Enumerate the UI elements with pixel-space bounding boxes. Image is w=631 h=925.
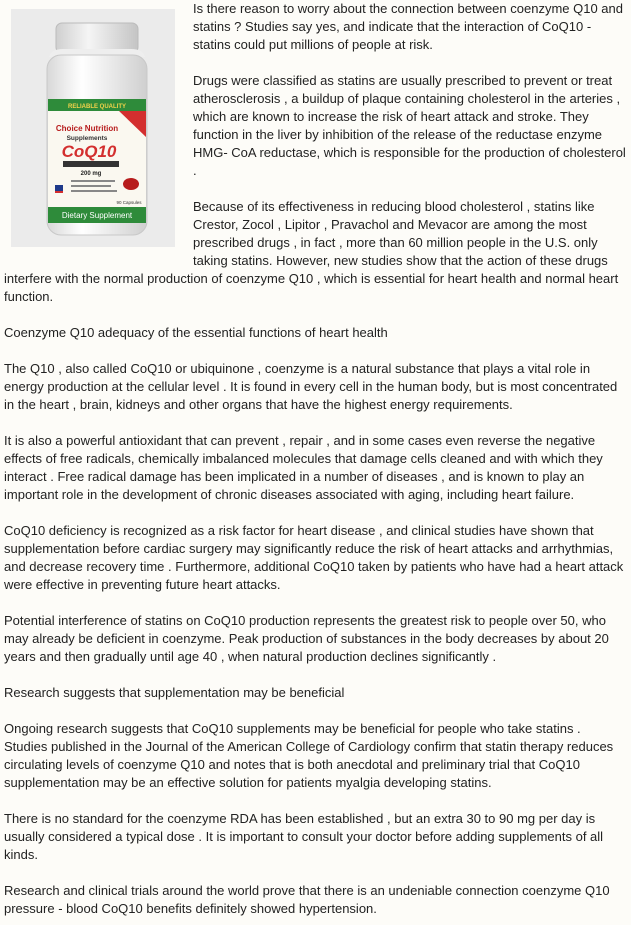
paragraph-intro: Is there reason to worry about the connection between coenzyme Q10 and statins ? Studies say yes, and indicate that the interaction of CoQ10 - statins could put millions of people at risk.	[193, 1, 623, 52]
paragraph-statins-effectiveness: Because of its effectiveness in reducing blood cholesterol , statins like Crestor, Zocol , Lipitor , Pravachol and Mevacor are among the most prescribed drugs , in fact , more than 60 million people in the U.S. only taking statins. However, new studies show that the action of these drugs interfere with the normal production of coenzyme Q10 , which is essential for heart health and normal heart function.	[4, 199, 619, 304]
subheading-research: Research suggests that supplementation may be beneficial	[4, 685, 345, 700]
svg-text:Dietary Supplement: Dietary Supplement	[61, 211, 133, 220]
paragraph-conclusion: Research and clinical trials around the world prove that there is an undeniable connection coenzyme Q10 pressure - blood CoQ10 benefits definitely showed hypertension.	[4, 883, 610, 916]
paragraph-dosage: There is no standard for the coenzyme RDA has been established , but an extra 30 to 90 mg per day is usually considered a typical dose . It is important to consult your doctor before adding supplements of all kinds.	[4, 811, 604, 862]
paragraph-deficiency: CoQ10 deficiency is recognized as a risk factor for heart disease , and clinical studies have shown that supplementation before cardiac surgery may significantly reduce the risk of heart attacks and arrhythmias, and decrease recovery time . Furthermore, additional CoQ10 taken by patients who have had a heart attack were effective in preventing future heart attacks.	[4, 523, 624, 592]
paragraph-antioxidant: It is also a powerful antioxidant that can prevent , repair , and in some cases even reverse the negative effects of free radicals, chemically imbalanced molecules that damage cells cleaned and with which they interact . Free radical damage has been implicated in a number of diseases , and is known to play an important role in the development of chronic diseases associated with aging, including heart failure.	[4, 433, 603, 502]
paragraph-ongoing-research: Ongoing research suggests that CoQ10 supplements may be beneficial for people who take statins . Studies published in the Journal of the American College of Cardiology confirm that statin therapy reduces circulating levels of coenzyme Q10 and notes that is both anecdotal and preliminary trial that CoQ10 supplementation may be an effective solution for patients myalgia developing statins.	[4, 721, 614, 790]
svg-text:Supplements: Supplements	[66, 135, 108, 142]
svg-text:200 mg: 200 mg	[80, 171, 102, 177]
paragraph-interference: Potential interference of statins on CoQ10 production represents the greatest risk to people over 50, who may already be deficient in coenzyme. Peak production of substances in the body decreases by about 20 years and then gradually until age 40 , when natural production declines significantly .	[4, 613, 609, 664]
svg-text:Choice Nutrition: Choice Nutrition	[55, 124, 119, 133]
coq10-bottle-illustration	[11, 9, 175, 247]
paragraph-q10-definition: The Q10 , also called CoQ10 or ubiquinone , coenzyme is a natural substance that plays a vital role in energy production at the cellular level . It is found in every cell in the human body, but is most concentrated in the heart , brain, kidneys and other organs that have the highest energy requirements.	[4, 361, 618, 412]
subheading-heart-health: Coenzyme Q10 adequacy of the essential functions of heart health	[4, 325, 388, 340]
product-image	[11, 9, 175, 247]
svg-text:RELIABLE QUALITY: RELIABLE QUALITY	[68, 104, 126, 110]
svg-text:CoQ10: CoQ10	[61, 142, 117, 161]
paragraph-statins-definition: Drugs were classified as statins are usually prescribed to prevent or treat atherosclerosis , a buildup of plaque containing cholesterol in the arteries , which are known to increase the risk of heart attack and stroke. They function in the liver by inhibition of the release of the reductase enzyme HMG- CoA reductase, which is responsible for the production of cholesterol .	[193, 73, 626, 178]
svg-text:90 Capsules: 90 Capsules	[116, 200, 142, 205]
